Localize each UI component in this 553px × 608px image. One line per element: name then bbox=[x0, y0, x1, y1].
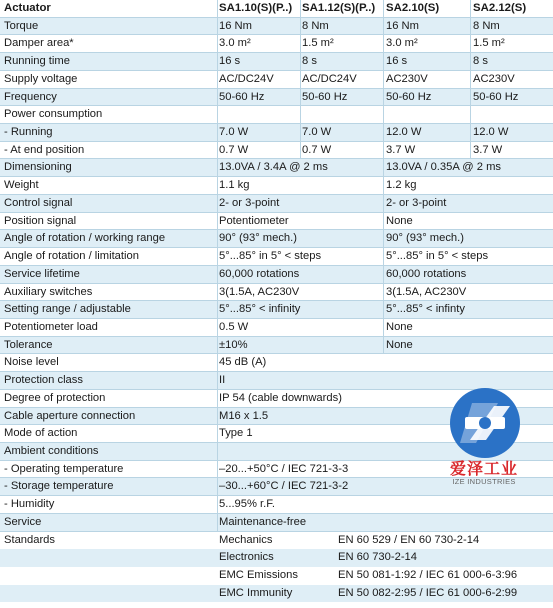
row-label: Potentiometer load bbox=[4, 320, 98, 333]
row-label bbox=[4, 567, 216, 585]
row-label: - At end position bbox=[4, 143, 85, 156]
row-label: Power consumption bbox=[4, 108, 103, 121]
row-value: None bbox=[386, 338, 413, 351]
table-row bbox=[0, 248, 553, 266]
row-value: –30...+60°C / IEC 721-3-2 bbox=[219, 480, 349, 493]
row-value: II bbox=[219, 374, 226, 387]
row-label: Ambient conditions bbox=[4, 445, 99, 457]
ize-logo-icon bbox=[450, 388, 520, 458]
row-label bbox=[4, 585, 216, 603]
row-value: 90° (93° mech.) bbox=[386, 232, 464, 245]
row-value: 8 Nm bbox=[302, 19, 329, 32]
row-value: M16 x 1.5 bbox=[219, 409, 269, 422]
row-label: Noise level bbox=[4, 356, 59, 369]
row-value: 50-60 Hz bbox=[386, 90, 432, 103]
row-value: 8 s bbox=[302, 55, 317, 68]
row-value: 8 Nm bbox=[473, 19, 500, 32]
row-value: 2- or 3-point bbox=[219, 196, 280, 209]
row-label: Service lifetime bbox=[4, 267, 80, 280]
row-value: 1.5 m² bbox=[302, 37, 334, 50]
row-label: Position signal bbox=[4, 214, 77, 227]
row-label: Weight bbox=[4, 179, 39, 192]
row-value: 90° (93° mech.) bbox=[219, 232, 297, 245]
row-value: 3(1.5A, AC230V bbox=[386, 285, 467, 298]
row-value: AC/DC24V bbox=[302, 72, 357, 85]
row-label: Torque bbox=[4, 19, 39, 32]
standard-category: EMC Emissions bbox=[219, 569, 298, 582]
row-value: 3.7 W bbox=[386, 143, 416, 156]
row-value: 3(1.5A, AC230V bbox=[219, 285, 300, 298]
table-row bbox=[0, 585, 553, 603]
table-row bbox=[0, 159, 553, 177]
row-value: 7.0 W bbox=[219, 126, 249, 139]
row-value: Potentiometer bbox=[219, 214, 289, 227]
table-row bbox=[0, 354, 553, 372]
column-rule bbox=[217, 0, 218, 532]
row-value: Maintenance-free bbox=[219, 515, 307, 528]
row-label: - Operating temperature bbox=[4, 462, 124, 475]
row-value: 1.2 kg bbox=[386, 179, 417, 192]
standard-value: EN 60 730-2-14 bbox=[338, 551, 417, 564]
header-model-2: SA1.12(S)(P..) bbox=[302, 2, 376, 14]
column-rule bbox=[383, 0, 384, 354]
row-label: Dimensioning bbox=[4, 161, 72, 174]
row-label: Running time bbox=[4, 55, 70, 68]
row-value: 16 s bbox=[219, 55, 241, 68]
row-value: AC230V bbox=[473, 72, 515, 85]
column-rule bbox=[470, 0, 471, 159]
table-row bbox=[0, 230, 553, 248]
row-value: 12.0 W bbox=[386, 126, 422, 139]
row-label bbox=[4, 549, 216, 567]
table-row bbox=[0, 514, 553, 532]
row-label: Tolerance bbox=[4, 338, 53, 351]
row-value: 5°...85° < infinty bbox=[386, 303, 465, 316]
row-value: 3.7 W bbox=[473, 143, 503, 156]
row-value: IP 54 (cable downwards) bbox=[219, 391, 342, 404]
table-row bbox=[0, 266, 553, 284]
row-value: 13.0VA / 3.4A @ 2 ms bbox=[219, 161, 328, 174]
column-rule bbox=[300, 0, 301, 159]
row-value: 3.0 m² bbox=[386, 37, 418, 50]
row-value: 2- or 3-point bbox=[386, 196, 447, 209]
row-value: 0.7 W bbox=[302, 143, 332, 156]
table-row bbox=[0, 195, 553, 213]
table-row bbox=[0, 337, 553, 355]
row-value: AC230V bbox=[386, 72, 428, 85]
table-row bbox=[0, 549, 553, 567]
row-value: 0.7 W bbox=[219, 143, 249, 156]
standard-value: EN 60 529 / EN 60 730-2-14 bbox=[338, 533, 480, 546]
table-row bbox=[0, 532, 553, 550]
standard-category: Mechanics bbox=[219, 533, 273, 546]
row-label: - Humidity bbox=[4, 498, 55, 511]
table-row bbox=[0, 567, 553, 585]
row-value: 1.5 m² bbox=[473, 37, 505, 50]
row-value: 50-60 Hz bbox=[473, 90, 519, 103]
table-row bbox=[0, 301, 553, 319]
row-label: Angle of rotation / working range bbox=[4, 232, 166, 245]
row-label: Mode of action bbox=[4, 427, 78, 440]
row-value: 5°...85° in 5° < steps bbox=[386, 250, 489, 263]
table-row bbox=[0, 496, 553, 514]
watermark-logo bbox=[436, 384, 532, 492]
header-actuator: Actuator bbox=[4, 2, 51, 14]
row-value: 8 s bbox=[473, 55, 488, 68]
row-value: None bbox=[386, 320, 413, 333]
row-value: 5°...85° in 5° < steps bbox=[219, 250, 322, 263]
row-value: 12.0 W bbox=[473, 126, 509, 139]
row-label: Angle of rotation / limitation bbox=[4, 250, 139, 263]
row-label: - Storage temperature bbox=[4, 480, 114, 493]
logo-english-text: IZE INDUSTRIES bbox=[452, 477, 516, 486]
row-value: AC/DC24V bbox=[219, 72, 274, 85]
row-value: 16 s bbox=[386, 55, 408, 68]
row-value: 45 dB (A) bbox=[219, 356, 267, 369]
row-label: Degree of protection bbox=[4, 391, 106, 404]
row-label: - Running bbox=[4, 126, 53, 139]
row-label: Auxiliary switches bbox=[4, 285, 93, 298]
row-label: Service bbox=[4, 515, 42, 528]
table-row bbox=[0, 284, 553, 302]
row-value: 60,000 rotations bbox=[219, 267, 300, 280]
row-label: Control signal bbox=[4, 196, 73, 209]
row-label: Damper area* bbox=[4, 37, 74, 50]
row-value: 50-60 Hz bbox=[219, 90, 265, 103]
standard-category: Electronics bbox=[219, 551, 274, 564]
standard-value: EN 50 081-1:92 / IEC 61 000-6-3:96 bbox=[338, 569, 518, 582]
row-value: 13.0VA / 0.35A @ 2 ms bbox=[386, 161, 502, 174]
row-value: 50-60 Hz bbox=[302, 90, 348, 103]
row-value: –20...+50°C / IEC 721-3-3 bbox=[219, 462, 349, 475]
row-value: 0.5 W bbox=[219, 320, 249, 333]
row-label: Setting range / adjustable bbox=[4, 303, 131, 316]
header-model-1: SA1.10(S)(P..) bbox=[219, 2, 293, 14]
header-model-3: SA2.10(S) bbox=[386, 2, 440, 14]
row-value: 7.0 W bbox=[302, 126, 332, 139]
standard-value: EN 50 082-2:95 / IEC 61 000-6-2:99 bbox=[338, 586, 518, 599]
row-value: 1.1 kg bbox=[219, 179, 250, 192]
row-value: 5°...85° < infinity bbox=[219, 303, 301, 316]
table-row bbox=[0, 213, 553, 231]
row-value: None bbox=[386, 214, 413, 227]
row-label: Frequency bbox=[4, 90, 57, 103]
logo-chinese-text: 爱泽工业 bbox=[449, 459, 518, 478]
row-label: Supply voltage bbox=[4, 72, 78, 85]
row-label: Cable aperture connection bbox=[4, 409, 136, 422]
header-model-4: SA2.12(S) bbox=[473, 2, 527, 14]
standard-category: EMC Immunity bbox=[219, 586, 293, 599]
row-value: 16 Nm bbox=[386, 19, 419, 32]
table-row bbox=[0, 319, 553, 337]
row-value: 16 Nm bbox=[219, 19, 252, 32]
row-label: Standards bbox=[4, 533, 55, 546]
row-label: Protection class bbox=[4, 374, 83, 387]
table-row bbox=[0, 177, 553, 195]
row-value: ±10% bbox=[219, 338, 248, 351]
row-value: Type 1 bbox=[219, 427, 253, 440]
row-value: 60,000 rotations bbox=[386, 267, 467, 280]
row-value: 5...95% r.F. bbox=[219, 498, 275, 511]
row-value: 3.0 m² bbox=[219, 37, 251, 50]
